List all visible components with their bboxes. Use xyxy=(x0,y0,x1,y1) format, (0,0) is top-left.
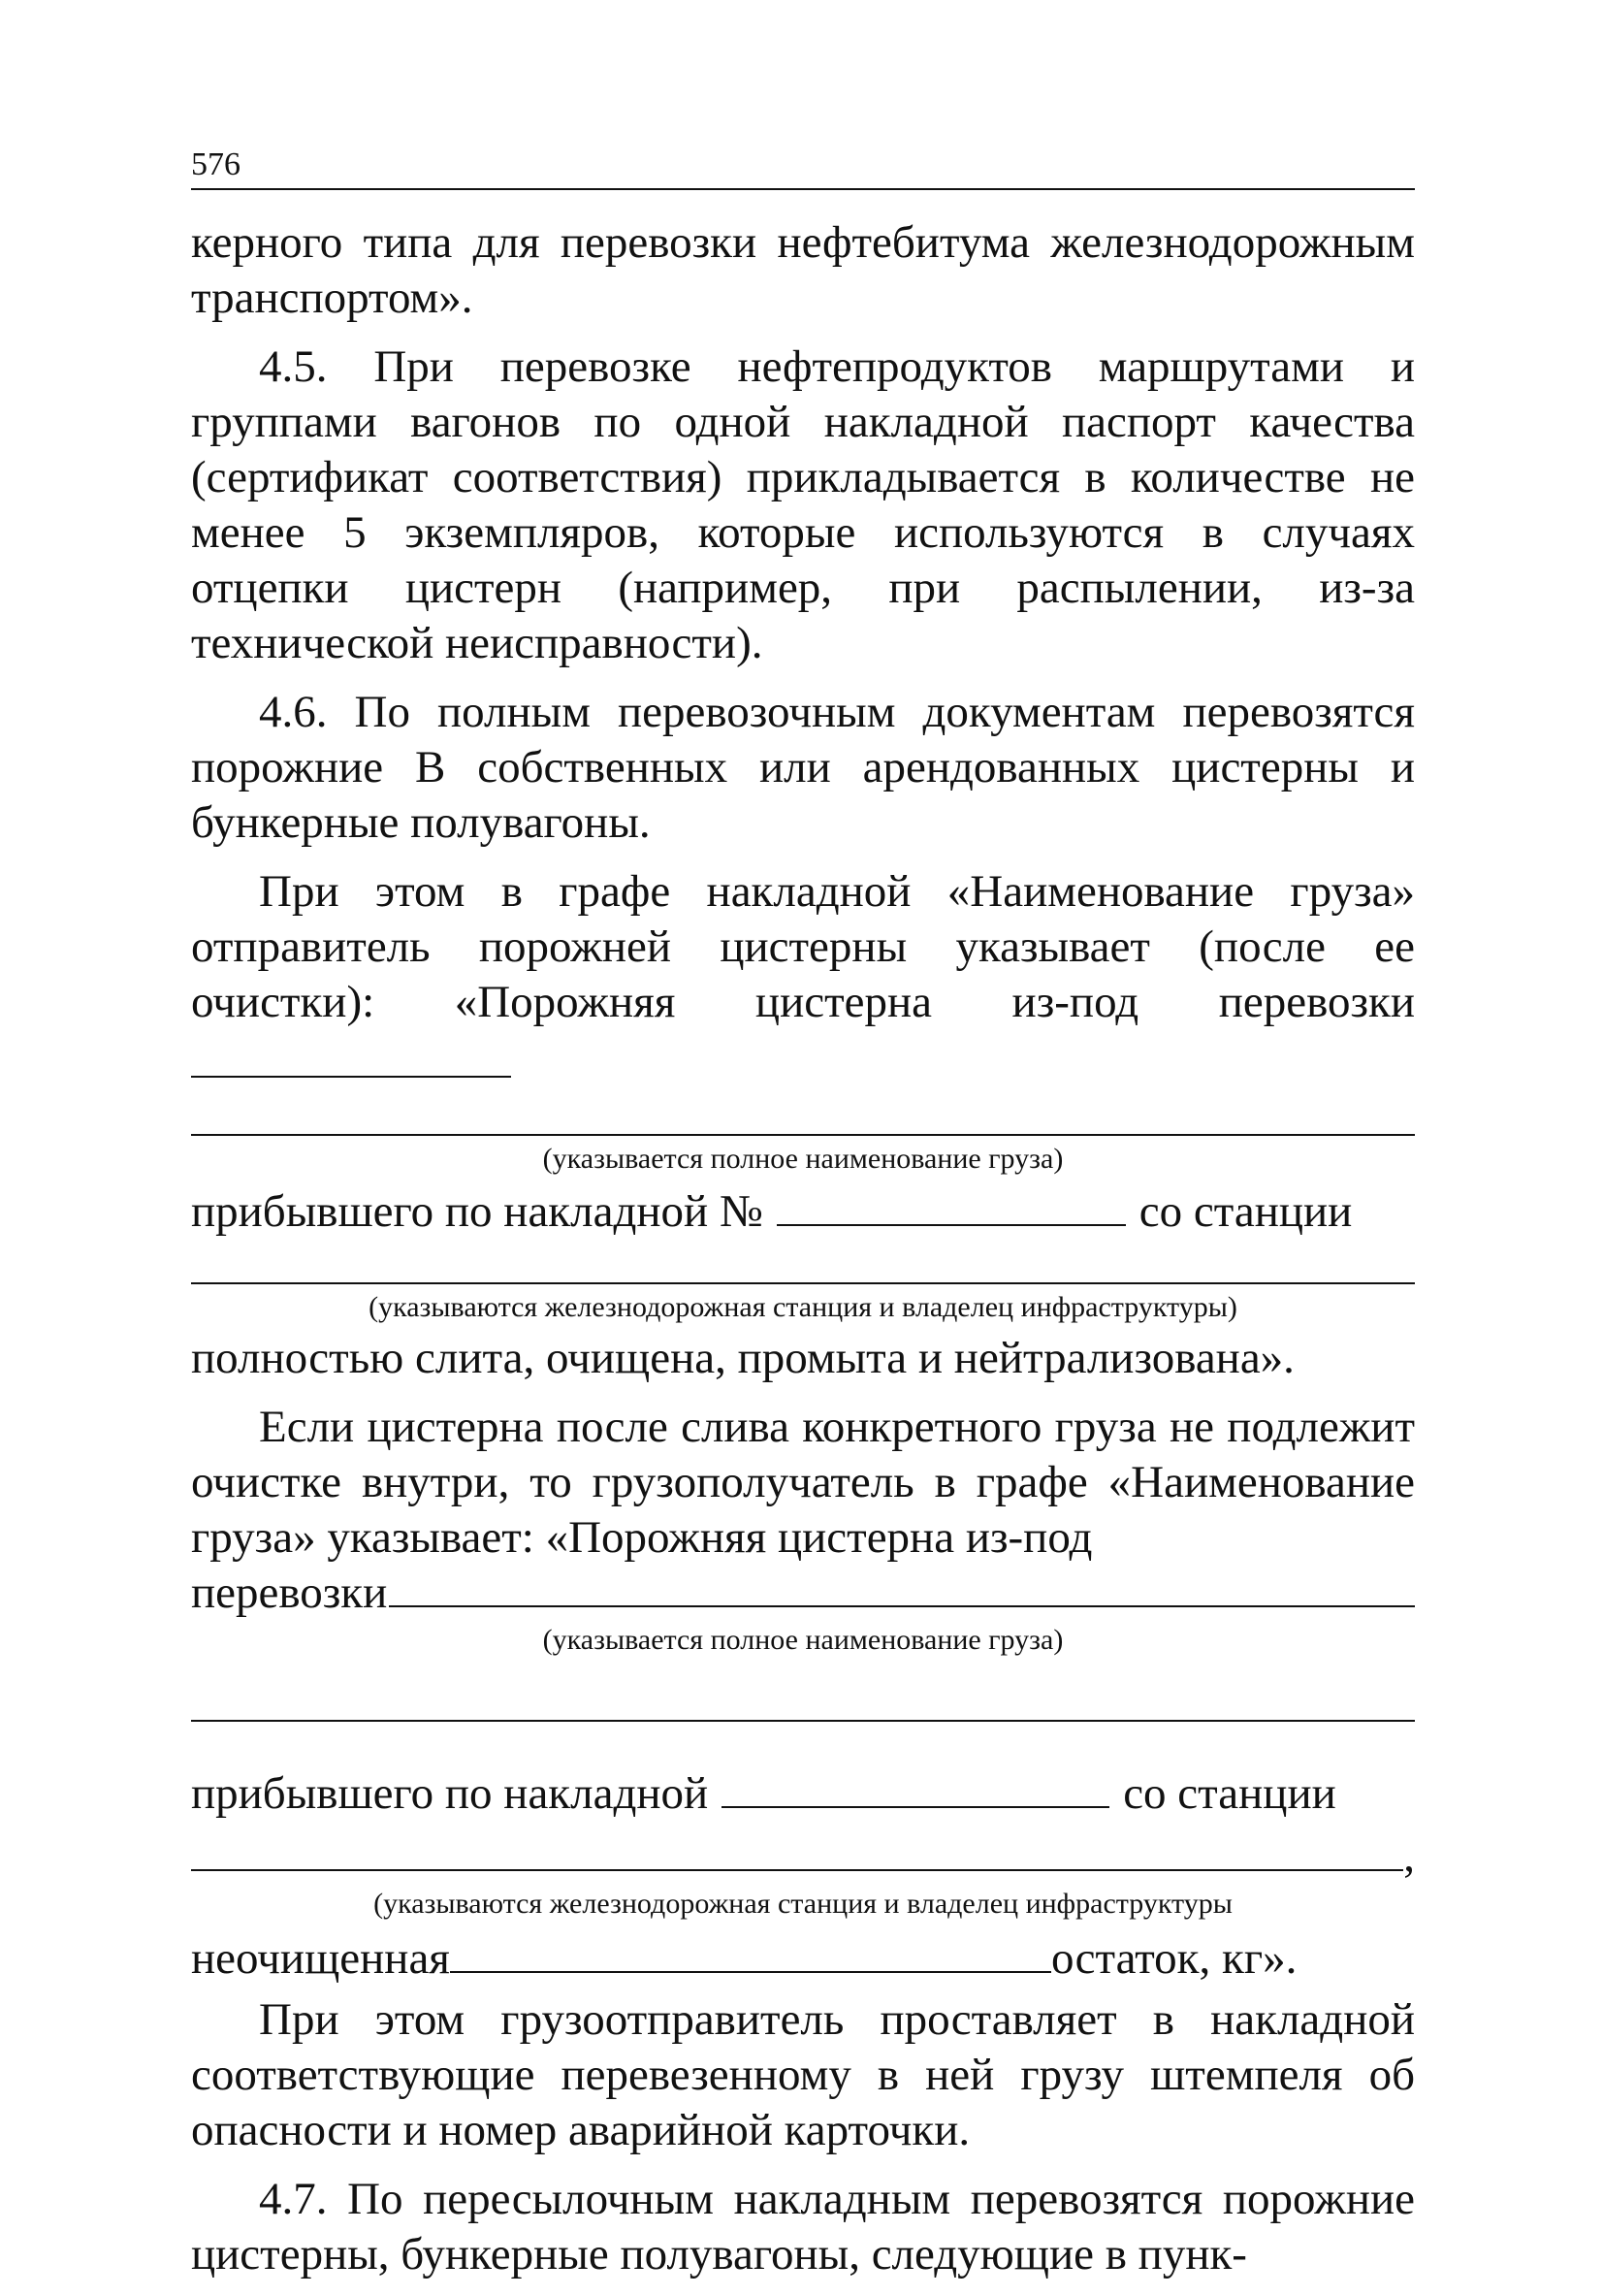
paragraph-4-7: 4.7. По пересылочным накладным перевозятся порожние цистерны, бункерные полувагоны, следующие в пунк- xyxy=(191,2174,1415,2280)
transport-row xyxy=(191,1566,1415,1621)
transport-label: перевозки xyxy=(191,1568,388,1618)
header-rule xyxy=(191,188,1415,190)
station-label-2: со станции xyxy=(1123,1768,1336,1819)
paragraph-continuation: керного типа для перевозки нефтебитума железнодорожным транспортом». xyxy=(191,217,1415,323)
station-blank-line xyxy=(191,1282,1415,1284)
paragraph-4-6: 4.6. По полным перевозочным документам перевозятся порожние В собственных или арендованных цистерны и бункерные полувагоны. xyxy=(191,687,1415,848)
station-comma: , xyxy=(1403,1831,1415,1882)
paragraph-empty-tank-text xyxy=(191,864,1415,1091)
paragraph-stamps: При этом грузоотправитель проставляет в накладной соответствующие перевезенному в ней грузу штемпеля об опасности и номер аварийной карточки. xyxy=(191,1994,1415,2155)
cargo-blank-line xyxy=(191,1030,511,1078)
caption-cargo-name: (указывается полное наименование груза) xyxy=(542,1143,1064,1175)
residue-blank xyxy=(450,1971,1051,1973)
cargo-blank-line-2 xyxy=(389,1605,1415,1607)
empty-tank-text: При этом в графе накладной «Наименование груза» отправитель порожней цистерны указывает (после ее очистки): «Порожняя цистерна из-под перевозки xyxy=(191,866,1415,1027)
paragraph-drained: полностью слита, очищена, промыта и нейтрализована». xyxy=(191,1333,1295,1383)
cargo-blank-line-3 xyxy=(191,1720,1415,1722)
page-number: 576 xyxy=(191,146,240,182)
caption-station-2: (указываются железнодорожная станция и владелец инфраструктуры xyxy=(373,1888,1233,1920)
waybill-row-2 xyxy=(191,1766,1415,1822)
waybill-number-blank-2 xyxy=(721,1806,1109,1808)
station-label: со станции xyxy=(1138,1186,1353,1237)
station-row-2 xyxy=(191,1829,1415,1885)
residue-row xyxy=(191,1931,1415,1987)
waybill-label: прибывшего по накладной № xyxy=(191,1186,763,1237)
caption-cargo-name-2: (указывается полное наименование груза) xyxy=(542,1624,1064,1656)
cargo-blank-line-full xyxy=(191,1134,1415,1136)
residue-label: неочищенная xyxy=(191,1933,450,1984)
residue-suffix: остаток, кг». xyxy=(1050,1933,1298,1984)
station-blank-line-2 xyxy=(191,1869,1403,1871)
caption-station: (указываются железнодорожная станция и владелец инфраструктуры) xyxy=(369,1291,1237,1323)
waybill-label-2: прибывшего по накладной xyxy=(191,1768,709,1819)
text-column xyxy=(191,215,1415,2296)
waybill-row xyxy=(191,1184,1415,1240)
paragraph-4-5: 4.5. При перевозке нефтепродуктов маршрутами и группами вагонов по одной накладной паспорт качества (сертификат соответствия) прикладывается в количестве не менее 5 экземпляров, которые используются в случаях отцепки цистерн (например, при распылении, из-за технической неисправности). xyxy=(191,341,1415,668)
waybill-number-blank xyxy=(777,1224,1126,1226)
paragraph-uncleaned: Если цистерна после слива конкретного груза не подлежит очистке внутри, то грузополучатель в графе «Наименование груза» указывает: «Порожняя цистерна из-под xyxy=(191,1402,1415,1563)
